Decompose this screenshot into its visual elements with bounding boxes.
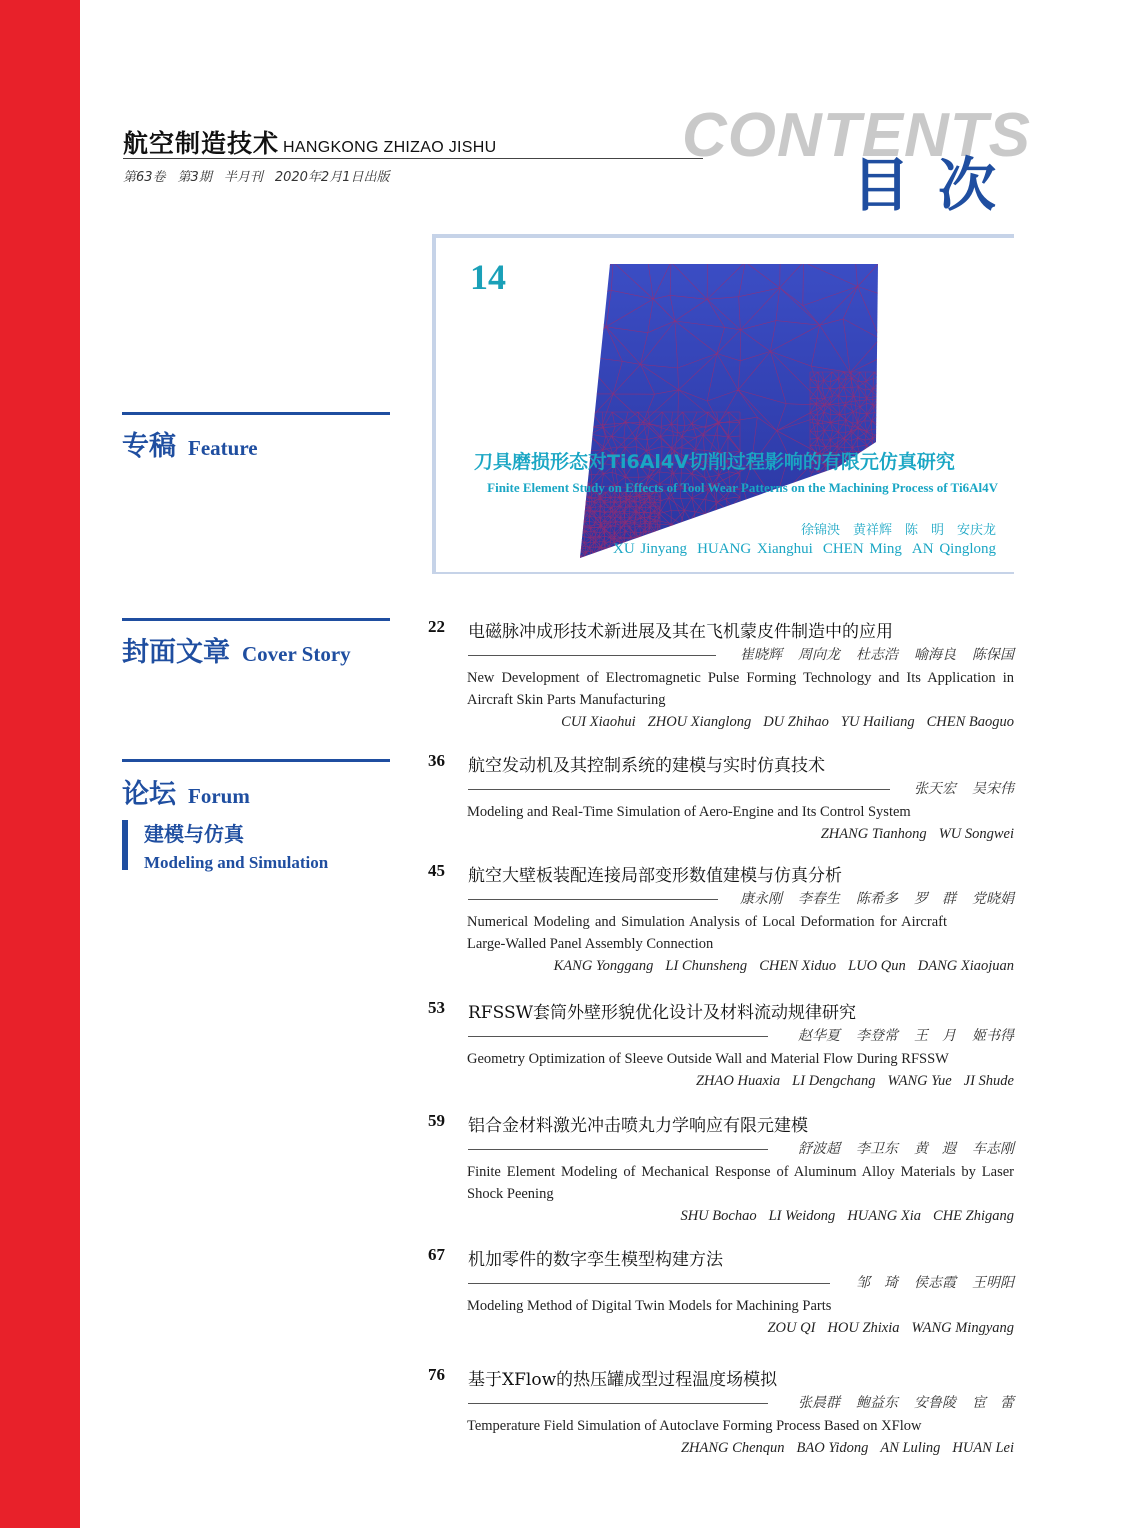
section-forum-cn: 论坛 xyxy=(122,779,176,810)
article-page-number: 67 xyxy=(428,1245,445,1264)
article-page-number: 22 xyxy=(428,617,445,636)
article-author-cn: 宦 蕾 xyxy=(972,1395,1014,1411)
article-author-cn: 姬书得 xyxy=(972,1028,1014,1044)
article-author-en: LI Dengchang xyxy=(792,1073,876,1089)
article-title-cn[interactable]: 航空发动机及其控制系统的建模与实时仿真技术 xyxy=(468,756,825,776)
article-title-en[interactable]: Geometry Optimization of Sleeve Outside Wall and Material Flow During RFSSW xyxy=(467,1051,949,1067)
article-author-en: LUO Qun xyxy=(848,958,906,974)
article-author-cn: 张晨群 xyxy=(798,1395,840,1411)
article-author-cn: 杜志浩 xyxy=(856,647,898,663)
article-author-cn: 陈保国 xyxy=(972,647,1014,663)
article-author-en: CHE Zhigang xyxy=(933,1208,1014,1224)
journal-title-cn: 航空制造技术 xyxy=(123,129,280,158)
feature-author-en: CHEN Ming xyxy=(822,541,902,557)
article-rule xyxy=(468,899,718,900)
issue-info xyxy=(123,166,401,185)
article-author-cn: 王 月 xyxy=(914,1028,956,1044)
article-author-en: HUAN Lei xyxy=(952,1440,1014,1456)
article-entry[interactable] xyxy=(428,861,1014,977)
section-rule-cover-story xyxy=(122,618,390,621)
feature-authors-cn: 徐锦泱 黄祥辉 陈 明 安庆龙 xyxy=(800,523,996,538)
article-author-cn: 舒波超 xyxy=(798,1141,840,1157)
article-author-en: YU Hailiang xyxy=(840,714,915,730)
frequency: 半月刊 xyxy=(223,170,263,185)
feature-page-number: 14 xyxy=(470,257,506,297)
article-author-cn: 车志刚 xyxy=(972,1141,1014,1157)
article-rule xyxy=(468,789,890,790)
subsection-modeling-cn: 建模与仿真 xyxy=(144,822,244,846)
volume: 第63卷 xyxy=(123,170,166,185)
article-title-en[interactable]: Modeling Method of Digital Twin Models for Machining Parts xyxy=(467,1298,832,1314)
article-author-en: WANG Mingyang xyxy=(911,1320,1014,1336)
feature-author-en: XU Jinyang xyxy=(612,541,688,557)
section-forum-en: Forum xyxy=(188,784,250,808)
article-authors-en xyxy=(428,823,1014,845)
article-author-en: CHEN Baoguo xyxy=(926,714,1014,730)
article-author-en: BAO Yidong xyxy=(796,1440,869,1456)
article-author-cn: 罗 群 xyxy=(914,891,956,907)
article-page-number: 53 xyxy=(428,998,445,1017)
section-cover-story-en: Cover Story xyxy=(242,642,351,666)
article-title-cn[interactable]: RFSSW套筒外壁形貌优化设计及材料流动规律研究 xyxy=(468,1003,857,1023)
article-author-cn: 黄 遐 xyxy=(914,1141,956,1157)
article-authors-cn xyxy=(724,888,1014,908)
issue-number: 第3期 xyxy=(177,170,212,185)
article-author-cn: 崔晓辉 xyxy=(740,647,782,663)
article-rule xyxy=(468,1403,768,1404)
article-authors-cn xyxy=(724,644,1014,664)
subsection-marker-bar xyxy=(122,820,128,870)
article-authors-cn xyxy=(782,1392,1014,1412)
left-red-margin-bar xyxy=(0,0,80,1528)
article-entry[interactable] xyxy=(428,1111,1014,1227)
article-author-cn: 安鲁陵 xyxy=(914,1395,956,1411)
article-title-en[interactable]: Modeling and Real-Time Simulation of Aero-Engine and Its Control System xyxy=(467,804,911,820)
feature-title-cn[interactable]: 刀具磨损形态对Ti6Al4V切削过程影响的有限元仿真研究 xyxy=(474,451,955,473)
article-title-cn[interactable]: 基于XFlow的热压罐成型过程温度场模拟 xyxy=(468,1370,778,1390)
article-author-en: ZHAO Huaxia xyxy=(695,1073,781,1089)
article-authors-cn xyxy=(898,778,1014,798)
article-author-cn: 李登常 xyxy=(856,1028,898,1044)
finite-element-mesh-image xyxy=(580,262,880,560)
article-author-en: SHU Bochao xyxy=(680,1208,757,1224)
contents-heading-cn: 目次 xyxy=(852,151,1025,219)
article-title-en[interactable]: New Development of Electromagnetic Pulse Forming Technology and Its Application in Aircraft Skin Parts Manufacturing xyxy=(467,670,1014,708)
contents-heading-en: CONTENTS xyxy=(682,101,1031,170)
article-entry[interactable] xyxy=(428,998,1014,1092)
article-author-cn: 党晓娟 xyxy=(972,891,1014,907)
article-entry[interactable] xyxy=(428,751,1014,845)
article-author-cn: 邹 琦 xyxy=(856,1275,898,1291)
article-entry[interactable] xyxy=(428,1365,1014,1459)
article-author-en: HUANG Xia xyxy=(847,1208,922,1224)
article-author-cn: 周向龙 xyxy=(798,647,840,663)
article-author-en: AN Luling xyxy=(880,1440,941,1456)
article-rule xyxy=(468,1283,830,1284)
article-authors-en xyxy=(428,1437,1014,1459)
article-author-en: HOU Zhixia xyxy=(827,1320,900,1336)
article-page-number: 76 xyxy=(428,1365,445,1384)
article-authors-en xyxy=(428,1317,1014,1339)
article-authors-cn xyxy=(840,1272,1014,1292)
section-feature-en: Feature xyxy=(188,436,258,460)
article-entry[interactable] xyxy=(428,1245,1014,1339)
article-author-cn: 张天宏 xyxy=(914,781,956,797)
article-author-cn: 吴宋伟 xyxy=(972,781,1014,797)
journal-title-pinyin: HANGKONG ZHIZAO JISHU xyxy=(283,139,497,156)
article-author-en: DU Zhihao xyxy=(763,714,829,730)
article-title-cn[interactable]: 航空大壁板装配连接局部变形数值建模与仿真分析 xyxy=(468,866,842,886)
article-authors-cn xyxy=(782,1025,1014,1045)
article-authors-en xyxy=(428,1205,1014,1227)
article-author-en: CUI Xiaohui xyxy=(561,714,636,730)
article-page-number: 45 xyxy=(428,861,445,880)
subsection-modeling-en: Modeling and Simulation xyxy=(144,853,329,872)
article-author-en: JI Shude xyxy=(963,1073,1014,1089)
article-title-cn[interactable]: 机加零件的数字孪生模型构建方法 xyxy=(468,1250,723,1270)
section-cover-story-cn: 封面文章 xyxy=(122,637,230,668)
article-rule xyxy=(468,655,716,656)
article-author-cn: 王明阳 xyxy=(972,1275,1014,1291)
feature-author-en: HUANG Xianghui xyxy=(697,541,813,557)
article-page-number: 36 xyxy=(428,751,445,770)
article-author-en: ZHANG Tianhong xyxy=(820,826,927,842)
article-entry[interactable] xyxy=(428,617,1014,733)
section-rule-forum xyxy=(122,759,390,762)
article-author-en: LI Weidong xyxy=(768,1208,836,1224)
article-author-en: LI Chunsheng xyxy=(665,958,748,974)
article-author-en: ZHANG Chenqun xyxy=(680,1440,785,1456)
article-author-cn: 康永刚 xyxy=(740,891,782,907)
article-title-en[interactable]: Finite Element Modeling of Mechanical Response of Aluminum Alloy Materials by Laser Shock Peening xyxy=(467,1164,1014,1202)
feature-title-en[interactable]: Finite Element Study on Effects of Tool Wear Patterns on the Machining Process of Ti6Al4V xyxy=(487,480,998,495)
article-author-cn: 赵华夏 xyxy=(798,1028,840,1044)
section-feature-cn: 专稿 xyxy=(122,431,176,462)
article-author-cn: 鲍益东 xyxy=(856,1395,898,1411)
article-title-en[interactable]: Numerical Modeling and Simulation Analysis of Local Deformation for Aircraft Large-Walled Panel Assembly Connection xyxy=(467,914,947,952)
article-page-number: 59 xyxy=(428,1111,445,1130)
section-feature xyxy=(122,424,258,463)
article-author-cn: 陈希多 xyxy=(856,891,898,907)
feature-author-en: AN Qinglong xyxy=(911,541,996,557)
header-rule xyxy=(123,158,703,159)
article-rule xyxy=(468,1036,768,1037)
article-author-en: ZHOU Xianglong xyxy=(647,714,752,730)
section-rule-feature xyxy=(122,412,390,415)
article-title-cn[interactable]: 铝合金材料激光冲击喷丸力学响应有限元建模 xyxy=(468,1116,808,1136)
section-forum xyxy=(122,772,250,811)
publish-date: 2020年2月1日出版 xyxy=(274,170,390,185)
article-title-cn[interactable]: 电磁脉冲成形技术新进展及其在飞机蒙皮件制造中的应用 xyxy=(468,622,893,642)
article-author-cn: 喻海良 xyxy=(914,647,956,663)
article-author-cn: 李春生 xyxy=(798,891,840,907)
journal-title xyxy=(123,124,496,160)
article-author-en: CHEN Xiduo xyxy=(759,958,837,974)
article-author-cn: 侯志霞 xyxy=(914,1275,956,1291)
article-author-en: KANG Yonggang xyxy=(553,958,654,974)
article-authors-en xyxy=(428,711,1014,733)
article-author-en: WU Songwei xyxy=(938,826,1014,842)
article-author-en: WANG Yue xyxy=(887,1073,952,1089)
article-authors-en xyxy=(428,955,1014,977)
article-authors-en xyxy=(428,1070,1014,1092)
section-cover-story xyxy=(122,630,351,669)
feature-authors-en xyxy=(560,541,996,558)
article-author-en: ZOU QI xyxy=(767,1320,816,1336)
article-title-en[interactable]: Temperature Field Simulation of Autoclave Forming Process Based on XFlow xyxy=(467,1418,922,1434)
article-authors-cn xyxy=(782,1138,1014,1158)
article-rule xyxy=(468,1149,768,1150)
article-author-cn: 李卫东 xyxy=(856,1141,898,1157)
article-author-en: DANG Xiaojuan xyxy=(917,958,1014,974)
